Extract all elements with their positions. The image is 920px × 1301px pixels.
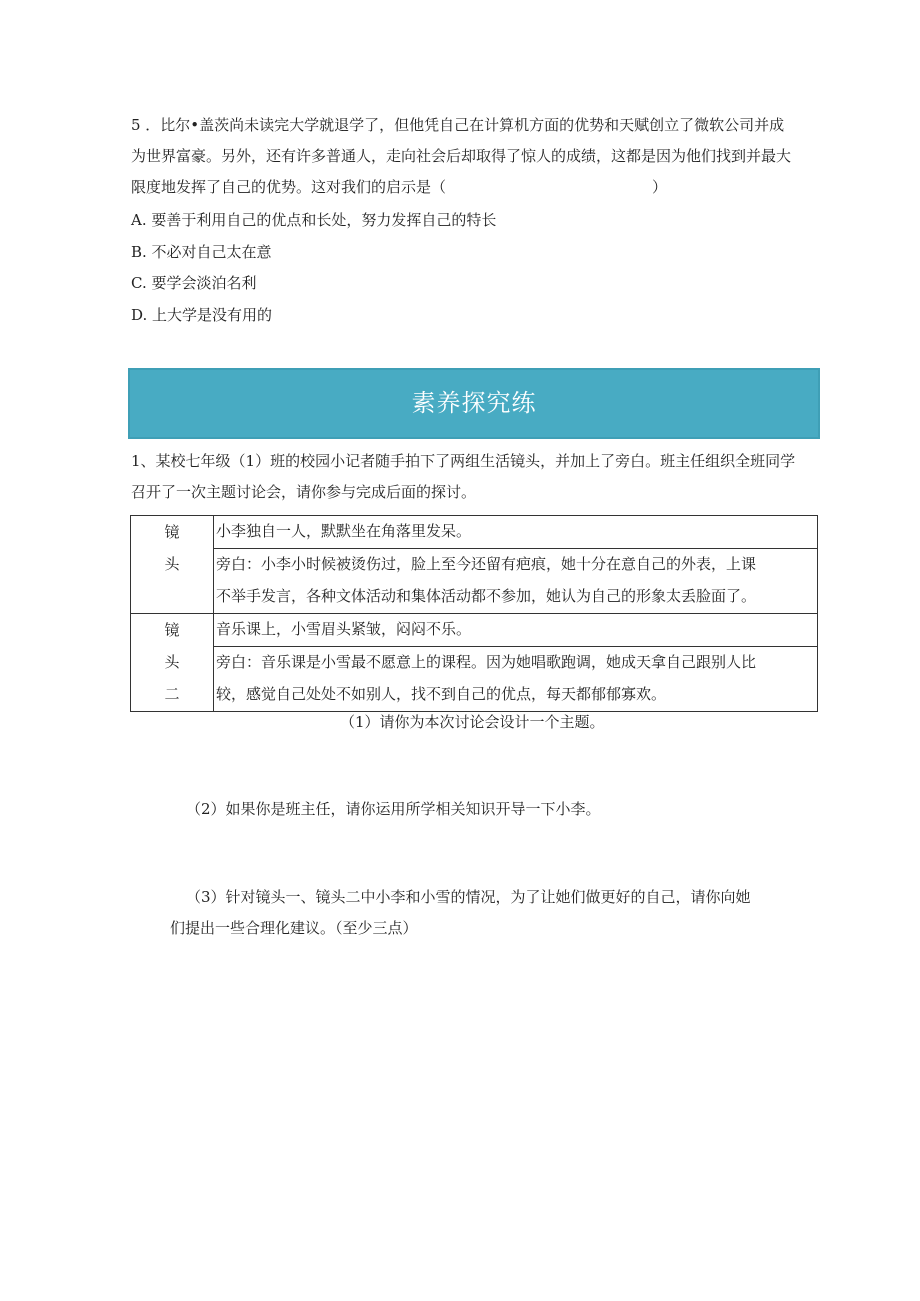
table-row — [131, 516, 818, 549]
shot1-narration-line: 不举手发言，各种文体活动和集体活动都不参加，她认为自己的形象太丢脸面了。 — [216, 587, 757, 605]
question1-line-1: 1、某校七年级（1）班的校园小记者随手拍下了两组生活镜头，并加上了旁白。班主任组织全班同学 — [131, 452, 796, 470]
option-c: C. 要学会淡泊名利 — [131, 274, 257, 292]
sub-question-2: （2）如果你是班主任，请你运用所学相关知识开导一下小李。 — [186, 800, 601, 818]
option-a: A. 要善于利用自己的优点和长处，努力发挥自己的特长 — [131, 211, 497, 229]
shot1-label-char: 头 — [164, 555, 180, 573]
question1-line-2: 召开了一次主题讨论会，请你参与完成后面的探讨。 — [131, 483, 477, 501]
shot2-label-char: 镜 — [164, 621, 180, 639]
shot2-narration-line: 旁白：音乐课是小雪最不愿意上的课程。因为她唱歌跑调，她成天拿自己跟别人比 — [216, 653, 757, 671]
shot2-label-char: 头 — [164, 653, 180, 671]
shot1-scene: 小李独自一人，默默坐在角落里发呆。 — [216, 522, 472, 540]
shot2-label-cell — [131, 614, 214, 712]
question5-line-2: 为世界富豪。另外，还有许多普通人，走向社会后却取得了惊人的成绩，这都是因为他们找到并最大 — [131, 147, 792, 165]
sub-question-1: （1）请你为本次讨论会设计一个主题。 — [340, 713, 605, 731]
table-row — [131, 549, 818, 614]
shot2-scene: 音乐课上，小雪眉头紧皱，闷闷不乐。 — [216, 620, 472, 638]
shot2-label-char: 二 — [164, 685, 180, 703]
option-d: D. 上大学是没有用的 — [131, 306, 273, 324]
question5-line-3: 限度地发挥了自己的优势。这对我们的启示是（ — [131, 178, 447, 196]
shot1-narration-line: 旁白：小李小时候被烫伤过，脸上至今还留有疤痕，她十分在意自己的外表，上课 — [216, 555, 757, 573]
shot1-label-cell — [131, 516, 214, 614]
shot1-scene-cell — [214, 516, 818, 549]
shot1-narration-cell — [214, 549, 818, 614]
table-row — [131, 647, 818, 712]
section-title: 素养探究练 — [411, 389, 537, 417]
shots-table — [130, 515, 818, 712]
shot2-scene-cell — [214, 614, 818, 647]
answer-blank-close-paren: ） — [652, 178, 668, 196]
shot2-narration-line: 较，感觉自己处处不如别人，找不到自己的优点，每天都郁郁寡欢。 — [216, 685, 667, 703]
section-banner — [128, 368, 820, 439]
shot2-narration-cell — [214, 647, 818, 712]
option-b: B. 不必对自己太在意 — [131, 243, 272, 261]
sub-question-3-line-1: （3）针对镜头一、镜头二中小李和小雪的情况，为了让她们做更好的自己，请你向她 — [186, 888, 751, 906]
sub-question-3-line-2: 们提出一些合理化建议。（至少三点） — [170, 919, 418, 937]
table-row — [131, 614, 818, 647]
shot1-label-char: 镜 — [164, 523, 180, 541]
question5-line-1: 5 ．比尔•盖茨尚未读完大学就退学了，但他凭自己在计算机方面的优势和天赋创立了微软公司并成 — [131, 116, 785, 134]
